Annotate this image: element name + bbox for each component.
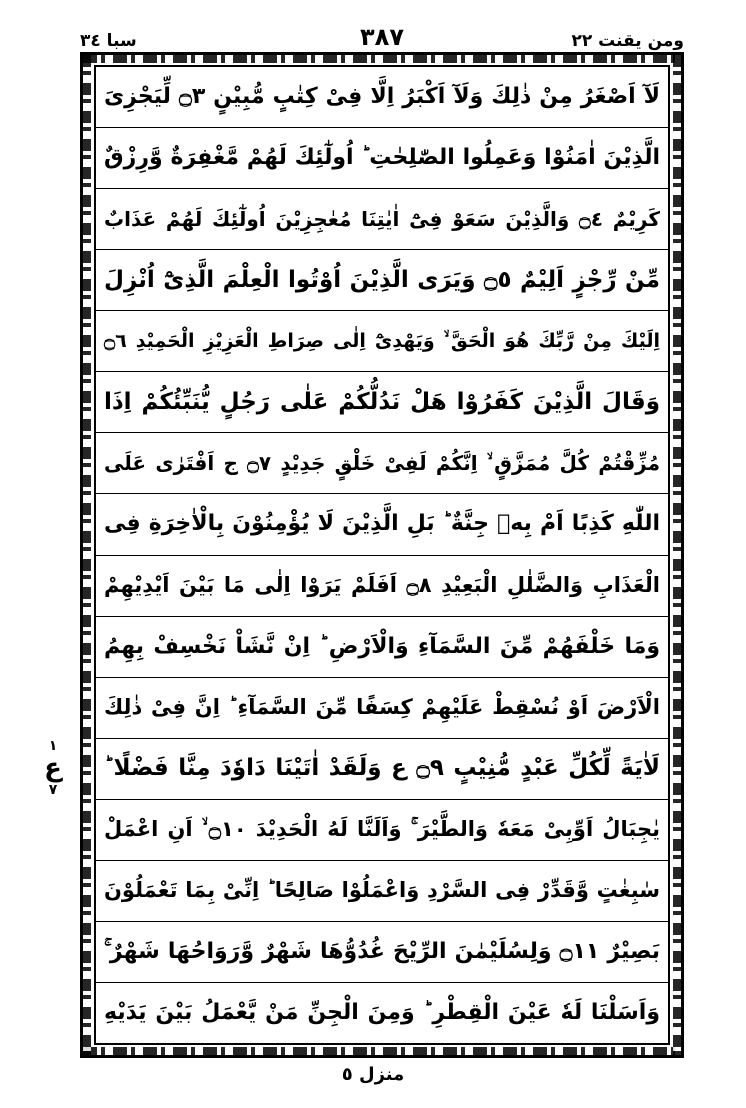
verse-text: وَمَا خَلْفَهُمْ مِّنَ السَّمَآءِ وَالْاَرْضِ ؕ اِنْ نَّشَاْ نَخْسِفْ بِهِمُ	[104, 633, 660, 659]
text-line	[96, 494, 668, 555]
text-block	[94, 65, 670, 1045]
verse-text: الْاَرْضَ اَوْ نُسْقِطْ عَلَيْهِمْ كِسَفًا مِّنَ السَّمَآءِ ؕ اِنَّ فِىْ ذٰلِكَ	[104, 695, 660, 720]
verse-text: وَقَالَ الَّذِيْنَ كَفَرُوْا هَلْ نَدُلُّكُمْ عَلٰى رَجُلٍ يُّنَبِّئُكُمْ اِذَا	[104, 388, 660, 415]
border-ornament-right	[673, 55, 681, 1055]
text-line	[96, 739, 668, 800]
verse-text: اِلَيْكَ مِنْ رَّبِّكَ هُوَ الْحَقَّ ۙ وَيَهْدِىْٓ اِلٰى صِرَاطِ الْعَزِيْزِ الْحَمِيْدِ ۝٦	[104, 329, 660, 352]
manzil-label: منزل ٥	[341, 1064, 405, 1085]
verse-text: بَصِيْرٌ ۝١١ وَلِسُلَيْمٰنَ الرِّيْحَ غُدُوُّهَا شَهْرٌ وَّرَوَاحُهَا شَهْرٌ ۚ	[104, 938, 661, 964]
text-line	[96, 800, 668, 861]
verse-text: كَرِيْمٌ ۝٤ وَالَّذِيْنَ سَعَوْ فِىْٓ اٰيٰتِنَا مُعٰجِزِيْنَ اُولٰٓئِكَ لَهُمْ عَذَابٌ	[104, 207, 660, 232]
border-ornament-bottom	[83, 1047, 681, 1055]
ruku-marker-bottom: ٧	[48, 782, 58, 798]
text-line	[96, 678, 668, 739]
border-ornament-left	[83, 55, 91, 1055]
text-line	[96, 128, 668, 189]
text-line	[96, 189, 668, 250]
verse-text: لَاٰيَةً لِّكُلِّ عَبْدٍ مُّنِيْبٍ ۝٩ ع وَلَقَدْ اٰتَيْنَا دَاوٗدَ مِنَّا فَضْلًا ؕ	[104, 755, 660, 782]
ruku-marker-top: ١	[48, 738, 58, 754]
page-number: ٣٨٧	[360, 23, 404, 51]
verse-text: وَاَسَلْنَا لَهٗ عَيْنَ الْقِطْرِ ؕ وَمِنَ الْجِنِّ مَنْ يَّعْمَلُ بَيْنَ يَدَيْهِ	[104, 999, 660, 1025]
surah-label: سبا ٣٤	[80, 31, 137, 51]
page-frame	[80, 52, 684, 1058]
verse-text: مِّنْ رِّجْزٍ اَلِيْمٌ ۝٥ وَيَرَى الَّذِيْنَ اُوْتُوا الْعِلْمَ الَّذِىْٓ اُنْزِلَ	[104, 266, 660, 293]
page-header	[80, 23, 684, 52]
verse-text: اللّٰهِ كَذِبًا اَمْ بِهٖ جِنَّةٌ ؕ بَلِ الَّذِيْنَ لَا يُؤْمِنُوْنَ بِالْاٰخِرَةِ فِى	[104, 511, 660, 537]
text-line	[96, 861, 668, 922]
text-line	[96, 556, 668, 617]
juz-label: ومن يقنت ٢٢	[571, 31, 684, 51]
text-line	[96, 311, 668, 372]
verse-text: مُزِّقْتُمْ كُلَّ مُمَزَّقٍ ۙ اِنَّكُمْ لَفِىْ خَلْقٍ جَدِيْدٍ ۝٧ ج اَفْتَرٰى عَلَى	[104, 451, 660, 476]
text-line	[96, 617, 668, 678]
verse-text: الَّذِيْنَ اٰمَنُوْا وَعَمِلُوا الصّٰلِحٰتِ ؕ اُولٰٓئِكَ لَهُمْ مَّغْفِرَةٌ وَّرِزْقٌ	[104, 145, 660, 171]
text-line	[96, 983, 668, 1043]
verse-text: لَآ اَصْغَرُ مِنْ ذٰلِكَ وَلَآ اَكْبَرُ اِلَّا فِىْ كِتٰبٍ مُّبِيْنٍ ۝٣ لِّيَجْزِىَ	[104, 84, 660, 110]
ruku-symbol-icon: ع	[44, 753, 62, 783]
ruku-marker	[38, 738, 68, 798]
verse-text: الْعَذَابِ وَالضَّلٰلِ الْبَعِيْدِ ۝٨ اَفَلَمْ يَرَوْا اِلٰى مَا بَيْنَ اَيْدِيْهِمْ	[104, 573, 660, 598]
border-ornament-top	[83, 55, 681, 63]
verse-text: يٰجِبَالُ اَوِّبِىْ مَعَهٗ وَالطَّيْرَ ۚ وَاَلَنَّا لَهُ الْحَدِيْدَ ۝١٠ ۙ اَنِ اعْمَلْ	[104, 817, 660, 842]
text-line	[96, 433, 668, 494]
text-line	[96, 372, 668, 433]
text-line	[96, 67, 668, 128]
verse-text: سٰبِغٰتٍ وَّقَدِّرْ فِى السَّرْدِ وَاعْمَلُوْا صَالِحًا ؕ اِنِّىْ بِمَا تَعْمَلُوْنَ	[104, 878, 660, 903]
text-line	[96, 922, 668, 983]
text-line	[96, 250, 668, 311]
